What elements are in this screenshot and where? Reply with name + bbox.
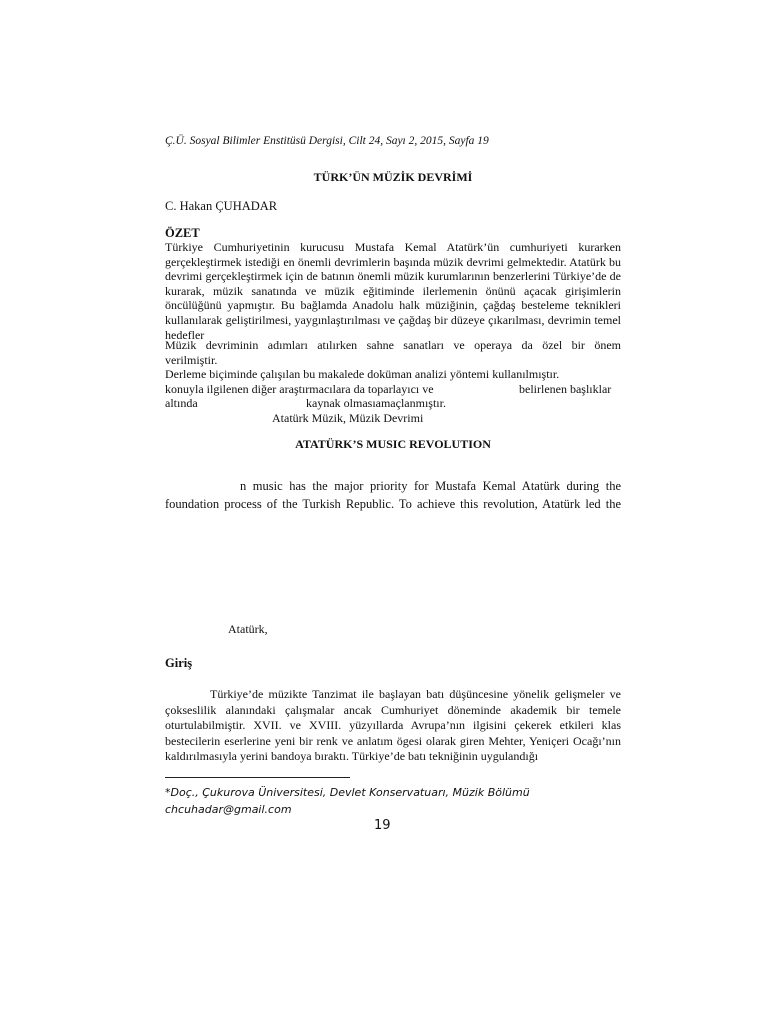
ozet-heading: ÖZET [165, 226, 200, 240]
ozet-line-konuyla-b: belirlenen başlıklar [519, 382, 612, 396]
ozet-line-kaynak: kaynak olmasıamaçlanmıştır. [306, 396, 446, 410]
keywords-en: Atatürk, [228, 622, 268, 636]
ozet-paragraph: Türkiye Cumhuriyetinin kurucusu Mustafa Kemal Atatürk’ün cumhuriyeti kurarken gerçekleştirmek istediği en önemli devrimlerin başında müzik devrimi gelmektedir. Atatürk bu devrimi gerçekleştirmek için de batının önemli müzik kurumlarının benzerlerini Türkiye’de de kurarak, müzik sanatında ve müzik eğitiminde ilerlemenin önünü açacak girişimlerin öncülüğünü yapmıştır. Bu bağlamda Anadolu halk müziğinin, çağdaş besteleme teknikleri kullanılarak geliştirilmesi, yaygınlaştırılması ve çağdaş bir düzeye çıkarılması, devrimin temel hedefler [165, 240, 621, 342]
footnote-affiliation: *Doç., Çukurova Üniversitesi, Devlet Konservatuarı, Müzik Bölümü [165, 786, 530, 799]
ozet-line-derleme: Derleme biçiminde çalışılan bu makalede doküman analizi yöntemi kullanılmıştır. [165, 367, 560, 381]
journal-header: Ç.Ü. Sosyal Bilimler Enstitüsü Dergisi, Cilt 24, Sayı 2, 2015, Sayfa 19 [165, 135, 489, 147]
page-number: 19 [374, 818, 391, 833]
footnote-separator [165, 777, 350, 778]
giris-paragraph: Türkiye’de müzikte Tanzimat ile başlayan batı düşüncesine yönelik gelişmeler ve çokseslilik alanındaki çalışmalar ancak Cumhuriyet döneminde akademik bir temele oturtulabilmiştir. XVII. ve XVIII. yüzyıllarda Avrupa’nın ilgisini çekerek etkileri klas bestecilerin eserlerine yeni bir renk ve anlatım ögesi olarak giren Mehter, Yeniçeri Ocağı’nın kaldırılmasıyla yerini bandoya bıraktı. Türkiye’de batı tekniğinin uygulandığı [165, 687, 621, 763]
footnote-email: chcuhadar@gmail.com [165, 803, 292, 816]
ozet-line-muzik-2: verilmiştir. [165, 353, 218, 367]
ozet-line-muzik-1: Müzik devriminin adımları atılırken sahne sanatları ve operaya da özel bir önem [165, 338, 621, 352]
ozet-line-altinda: altında [165, 396, 198, 410]
giris-heading: Giriş [165, 656, 193, 670]
ozet-line-konuyla-a: konuyla ilgilenen diğer araştırmacılara da toparlayıcı ve [165, 382, 434, 396]
article-title-en: ATATÜRK’S MUSIC REVOLUTION [295, 437, 491, 451]
abstract-en-line-2: foundation process of the Turkish Republic. To achieve this revolution, Atatürk led the [165, 497, 621, 511]
author-name: C. Hakan ÇUHADAR [165, 199, 278, 213]
article-title-tr: TÜRK’ÜN MÜZİK DEVRİMİ [313, 170, 473, 184]
keywords-tr: Atatürk Müzik, Müzik Devrimi [272, 411, 424, 425]
abstract-en-line-1: n music has the major priority for Mustafa Kemal Atatürk during the [240, 479, 621, 493]
